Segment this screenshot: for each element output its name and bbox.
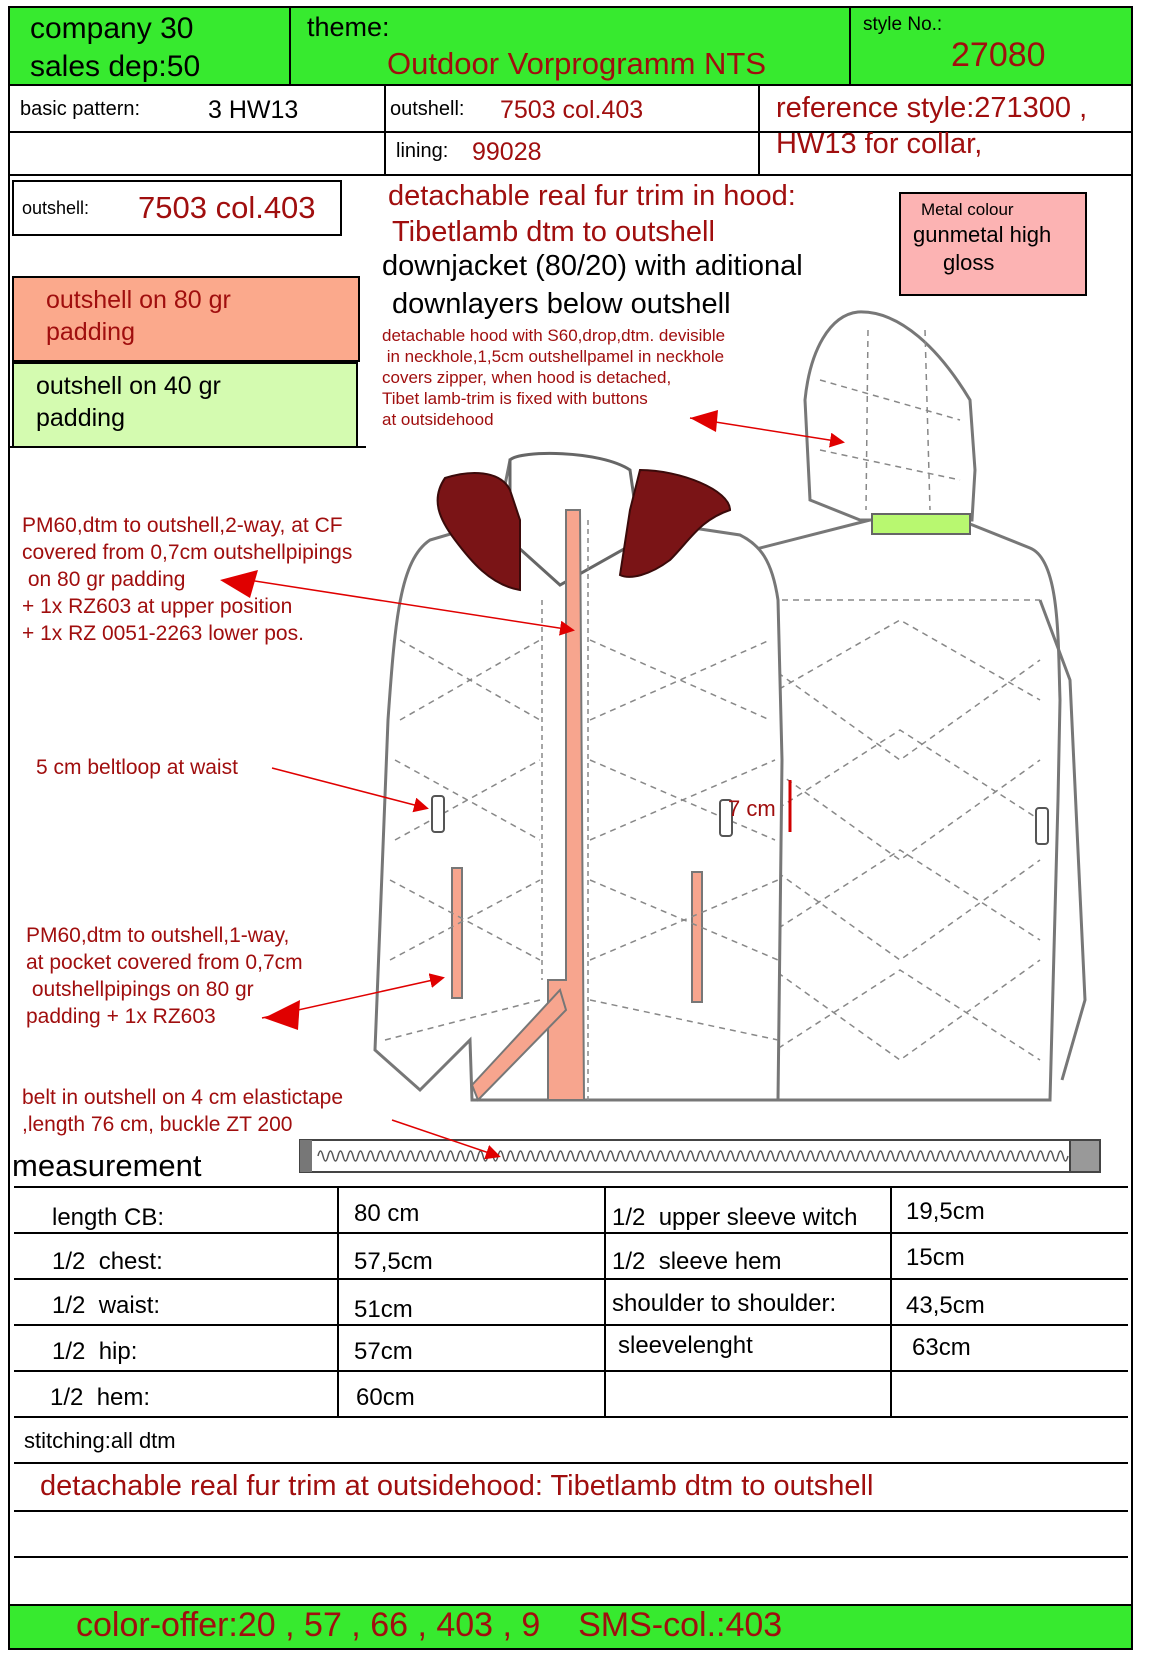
divider — [14, 1462, 1128, 1464]
theme-label: theme: — [307, 12, 390, 42]
measure-label: sleevelenght — [618, 1332, 753, 1359]
outshell-box-label: outshell: — [22, 198, 90, 218]
fur-outside-note: detachable real fur trim at outsidehood: Tibetlamb dtm to outshell — [40, 1470, 874, 1502]
divider — [604, 1186, 606, 1418]
down-note-line1: downjacket (80/20) with aditional — [382, 250, 803, 282]
hood-note-line: covers zipper, when hood is detached, — [382, 368, 672, 387]
hood-note-line: at outsidehood — [382, 410, 494, 429]
padding-80-line1: outshell on 80 gr — [46, 286, 231, 314]
measurement-title: measurement — [12, 1148, 202, 1183]
reference-style: reference style:271300 , — [776, 92, 1088, 124]
measure-label: 1/2 hem: — [50, 1384, 151, 1411]
measure-label: 1/2 sleeve hem — [612, 1248, 782, 1275]
divider — [890, 1186, 892, 1418]
divider — [14, 1232, 1128, 1234]
measure-value: 51cm — [354, 1296, 413, 1323]
measure-label: 1/2 upper sleeve witch — [612, 1204, 858, 1231]
padding-40-line1: outshell on 40 gr — [36, 372, 221, 400]
measure-label: 1/2 chest: — [52, 1248, 163, 1275]
measure-value: 15cm — [906, 1244, 965, 1271]
divider — [14, 1278, 1128, 1280]
pocket-note-line: at pocket covered from 0,7cm — [26, 951, 303, 974]
measure-value: 57cm — [354, 1338, 413, 1365]
pocket-note-line: padding + 1x RZ603 — [26, 1005, 216, 1028]
lining-label: lining: — [396, 140, 449, 162]
beltloop-note: 5 cm beltloop at waist — [36, 756, 238, 779]
divider — [14, 1556, 1128, 1558]
fur-note-line1: detachable real fur trim in hood: — [388, 180, 796, 212]
padding-40-line2: padding — [36, 404, 125, 432]
divider — [337, 1186, 339, 1418]
zipper-note-line: on 80 gr padding — [22, 568, 186, 591]
divider — [14, 1510, 1128, 1512]
measure-value: 43,5cm — [906, 1292, 985, 1319]
divider — [14, 1370, 1128, 1372]
front-view — [375, 453, 782, 1100]
down-note-line2: downlayers below outshell — [392, 288, 731, 320]
outshell-label: outshell: — [390, 98, 465, 120]
color-offer: color-offer:20 , 57 , 66 , 403 , 9 SMS-col.:403 — [76, 1606, 783, 1644]
measure-value: 57,5cm — [354, 1248, 433, 1275]
metal-colour-label: Metal colour — [921, 200, 1014, 219]
reference-collar: HW13 for collar, — [776, 128, 983, 160]
hood-note-line: detachable hood with S60,drop,dtm. devisible — [382, 326, 726, 345]
belt — [300, 1140, 1100, 1172]
measure-label: 1/2 waist: — [52, 1292, 161, 1319]
measure-label: length CB: — [52, 1204, 165, 1231]
pocket-note — [26, 922, 303, 1030]
measure-value: 63cm — [912, 1334, 971, 1361]
belt-note — [22, 1084, 343, 1138]
hood-note-line: Tibet lamb-trim is fixed with buttons — [382, 389, 648, 408]
footer-color-offer-bar — [10, 1604, 1131, 1648]
sales-dep: sales dep:50 — [30, 50, 201, 83]
outshell-box-value: 7503 col.403 — [138, 190, 316, 225]
padding-80-line2: padding — [46, 318, 135, 346]
theme-value: Outdoor Vorprogramm NTS — [387, 46, 767, 81]
pocket-note-line: outshellpipings on 80 gr — [26, 978, 254, 1001]
measure-value: 19,5cm — [906, 1198, 985, 1225]
measure-label: shoulder to shoulder: — [612, 1290, 837, 1317]
style-number: 27080 — [951, 36, 1046, 74]
metal-colour-line2: gloss — [943, 250, 995, 275]
measure-value: 60cm — [356, 1384, 415, 1411]
metal-colour-line1: gunmetal high — [913, 222, 1052, 247]
fur-note-line2: Tibetlamb dtm to outshell — [392, 216, 715, 248]
style-label: style No.: — [863, 14, 943, 35]
divider — [14, 1324, 1128, 1326]
measure-label: 1/2 hip: — [52, 1338, 138, 1365]
hood-note-line: in neckhole,1,5cm outshellpamel in neckhole — [382, 347, 725, 366]
divider — [14, 1186, 1128, 1188]
zipper-note-line: PM60,dtm to outshell,2-way, at CF — [22, 514, 343, 537]
belt-note-line: ,length 76 cm, buckle ZT 200 — [22, 1113, 293, 1136]
seven-cm-note: 7 cm — [728, 796, 776, 821]
basic-pattern-value: 3 HW13 — [208, 96, 299, 124]
stitching-note: stitching:all dtm — [24, 1428, 176, 1453]
lining-value: 99028 — [472, 138, 542, 166]
zipper-note — [22, 512, 352, 647]
basic-pattern-label: basic pattern: — [20, 98, 141, 120]
zipper-note-line: covered from 0,7cm outshellpipings — [22, 541, 353, 564]
measure-value: 80 cm — [354, 1200, 420, 1227]
zipper-note-line: + 1x RZ603 at upper position — [22, 595, 293, 618]
outshell-value: 7503 col.403 — [500, 96, 644, 124]
pocket-note-line: PM60,dtm to outshell,1-way, — [26, 924, 290, 947]
zipper-note-line: + 1x RZ 0051-2263 lower pos. — [22, 622, 304, 645]
company: company 30 — [30, 12, 194, 45]
belt-note-line: belt in outshell on 4 cm elastictape — [22, 1086, 344, 1109]
divider — [14, 1416, 1128, 1418]
